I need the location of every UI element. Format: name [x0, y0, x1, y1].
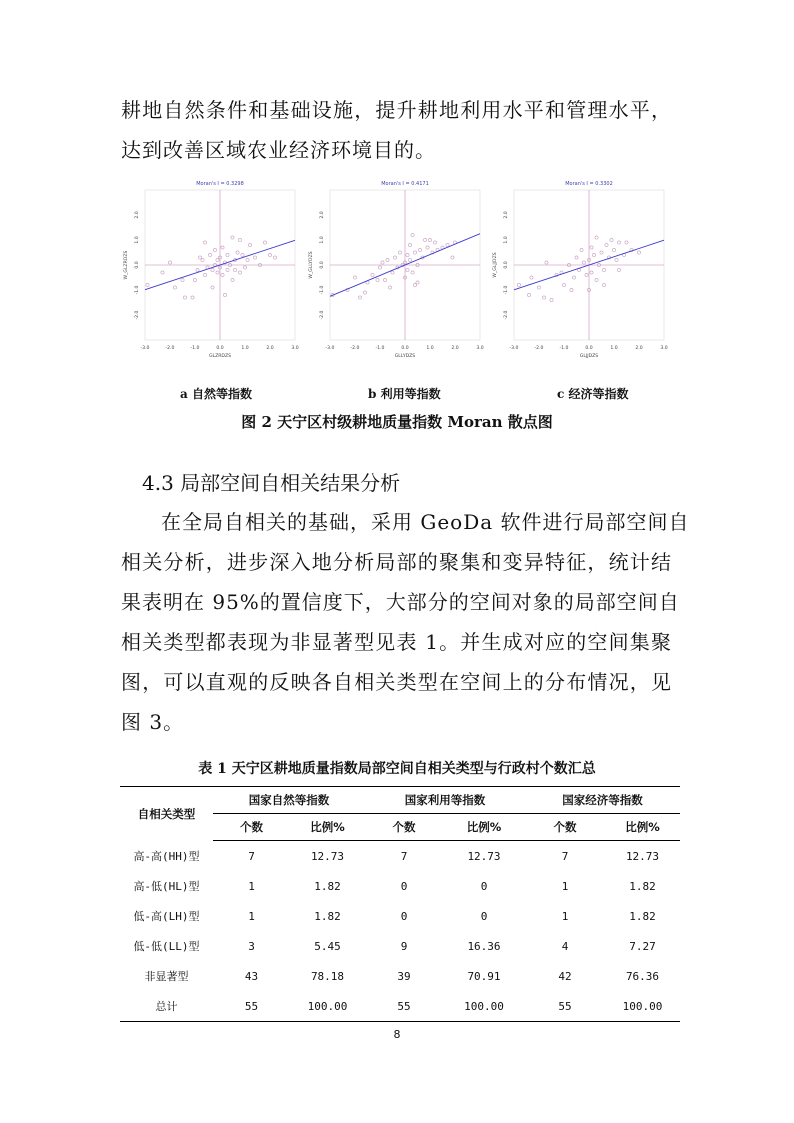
table-cell: 1 [561, 909, 569, 923]
data-point [617, 241, 620, 244]
x-tick-label: -1.0 [559, 346, 569, 351]
moran-scatter-chart-natural [118, 178, 298, 366]
data-point [517, 283, 520, 286]
data-point [378, 266, 381, 269]
x-tick-label: 3.0 [291, 346, 299, 351]
data-point [575, 256, 578, 259]
data-point [433, 241, 436, 244]
data-point [226, 268, 229, 271]
data-point [625, 241, 628, 244]
data-point [203, 241, 206, 244]
x-tick-label: -2.0 [534, 346, 544, 351]
data-point [263, 241, 266, 244]
chart-title: Moran's I = 0.3298 [196, 181, 244, 187]
data-point [600, 251, 603, 254]
section-heading: 4.3 局部空间自相关结果分析 [142, 471, 401, 495]
table-header-row [120, 787, 680, 814]
data-point [542, 296, 545, 299]
table-cell: 0 [480, 909, 488, 923]
data-point [208, 253, 211, 256]
data-point [358, 296, 361, 299]
x-tick-label: -3.0 [509, 346, 519, 351]
x-tick-label: 0.0 [401, 346, 409, 351]
table-cell: 0 [400, 879, 408, 893]
data-point [612, 248, 615, 251]
data-point [413, 251, 416, 254]
table-row [120, 961, 680, 991]
table-cell: 100.00 [443, 991, 525, 1022]
summary-table [120, 786, 680, 1022]
data-point [572, 276, 575, 279]
data-point [243, 266, 246, 269]
data-point [391, 271, 394, 274]
y-tick-label: 0.0 [504, 261, 509, 269]
data-point [423, 238, 426, 241]
data-point [203, 273, 206, 276]
table-cell: 5.45 [314, 939, 341, 953]
table-cell: 0 [400, 909, 408, 923]
data-point [146, 283, 149, 286]
table-cell: 3 [248, 939, 255, 953]
data-point [580, 248, 583, 251]
table-subheader: 比例% [443, 814, 525, 841]
x-tick-label: -1.0 [375, 346, 385, 351]
data-point [602, 283, 605, 286]
table-cell: 1.82 [314, 879, 341, 893]
table-subheader: 比例% [290, 814, 365, 841]
data-point [592, 253, 595, 256]
data-point [196, 268, 199, 271]
data-point [411, 233, 414, 236]
y-tick-label: 2.0 [135, 211, 140, 219]
table-group-header: 国家经济等指数 [525, 787, 680, 814]
table-subheader: 个数 [365, 814, 443, 841]
table-cell: 1 [561, 879, 569, 893]
data-point [590, 246, 593, 249]
data-point [376, 278, 379, 281]
data-point [386, 258, 389, 261]
x-tick-label: 3.0 [476, 346, 484, 351]
paragraph-line: 相关类型都表现为非显著型见表 1。并生成对应的空间集聚 [121, 630, 672, 654]
table-cell: 非显著型 [144, 970, 189, 983]
x-tick-label: -2.0 [350, 346, 360, 351]
y-tick-label: 1.0 [320, 236, 325, 244]
y-axis-label: W_GLJJDZS [493, 252, 498, 278]
x-axis-label: GLLYDZS [394, 354, 416, 359]
data-point [411, 271, 414, 274]
chart-title: Moran's I = 0.3302 [565, 181, 613, 187]
data-point [236, 251, 239, 254]
data-point [183, 296, 186, 299]
y-tick-label: -1.0 [135, 285, 140, 295]
data-point [173, 286, 176, 289]
data-point [211, 286, 214, 289]
table-group-header: 国家自然等指数 [213, 787, 365, 814]
table-cell: 7 [248, 849, 255, 863]
paragraph-line: 图 3。 [121, 710, 185, 734]
table-group-header: 国家利用等指数 [365, 787, 525, 814]
data-point [418, 248, 421, 251]
data-point [545, 261, 548, 264]
data-point [363, 291, 366, 294]
data-point [383, 278, 386, 281]
data-point [388, 286, 391, 289]
paragraph-line: 相关分析，进步深入地分析局部的聚集和变异特征，统计结 [121, 550, 672, 574]
data-point [527, 293, 530, 296]
table-cell: 39 [397, 969, 411, 983]
data-point [191, 296, 194, 299]
data-point [562, 283, 565, 286]
paragraph-line: 在全局自相关的基础，采用 GeoDa 软件进行局部空间自 [161, 510, 690, 534]
data-point [610, 238, 613, 241]
table-row [120, 871, 680, 901]
data-point [248, 243, 251, 246]
y-tick-label: -2.0 [504, 310, 509, 320]
table-cell: 70.91 [467, 969, 501, 983]
y-axis-label: W_GLLYDZS [309, 251, 314, 279]
table-cell: 1.82 [629, 879, 656, 893]
table-cell: 低-低(LL)型 [133, 940, 200, 953]
data-point [393, 256, 396, 259]
data-point [353, 276, 356, 279]
data-point [213, 248, 216, 251]
table-cell: 0 [480, 879, 488, 893]
table-subheader: 个数 [525, 814, 605, 841]
x-tick-label: 0.0 [216, 346, 224, 351]
panel-label-b: b 利用等指数 [368, 387, 441, 401]
data-point [223, 293, 226, 296]
data-point [408, 258, 411, 261]
body-text-line: 达到改善区域农业经济环境目的。 [121, 138, 436, 162]
data-point [413, 283, 416, 286]
data-point [406, 253, 409, 256]
y-axis-label: W_GLZRDZS [124, 250, 129, 280]
x-tick-label: -3.0 [140, 346, 150, 351]
data-point [241, 253, 244, 256]
data-point [530, 276, 533, 279]
data-point [426, 246, 429, 249]
x-tick-label: -2.0 [165, 346, 175, 351]
moran-scatter-chart-economic [487, 178, 667, 366]
data-point [446, 243, 449, 246]
table-title: 表 1 天宁区耕地质量指数局部空间自相关类型与行政村个数汇总 [198, 761, 596, 777]
table-cell: 1.82 [314, 909, 341, 923]
data-point [238, 238, 241, 241]
body-text-line: 耕地自然条件和基础设施，提升耕地利用水平和管理水平， [121, 98, 672, 122]
paragraph-line: 果表明在 95%的置信度下，大部分的空间对象的局部空间自 [121, 590, 680, 614]
data-point [231, 278, 234, 281]
table-cell: 1 [248, 879, 255, 893]
table-cell: 高-低(HL)型 [133, 880, 200, 893]
x-tick-label: 1.0 [610, 346, 618, 351]
paragraph-line: 图，可以直观的反映各自相关类型在空间上的分布情况，见 [121, 670, 672, 694]
x-tick-label: 2.0 [635, 346, 643, 351]
data-point [253, 256, 256, 259]
y-tick-label: 0.0 [135, 261, 140, 269]
y-tick-label: -1.0 [504, 285, 509, 295]
table-cell: 9 [400, 939, 408, 953]
data-point [221, 273, 224, 276]
data-point [233, 268, 236, 271]
data-point [550, 298, 553, 301]
data-point [595, 236, 598, 239]
y-tick-label: 1.0 [504, 236, 509, 244]
table-row-header: 自相关类型 [120, 787, 213, 841]
data-point [221, 246, 224, 249]
table-cell: 1 [248, 909, 255, 923]
x-tick-label: 0.0 [585, 346, 593, 351]
table-cell: 12.73 [467, 849, 501, 863]
data-point [246, 258, 249, 261]
y-tick-label: 2.0 [320, 211, 325, 219]
data-point [168, 261, 171, 264]
chart-title: Moran's I = 0.4171 [381, 181, 429, 187]
x-tick-label: 1.0 [241, 346, 249, 351]
table-cell: 42 [558, 969, 572, 983]
table-cell: 55 [525, 991, 605, 1022]
data-point [273, 256, 276, 259]
data-point [371, 273, 374, 276]
table-cell: 55 [213, 991, 290, 1022]
x-tick-label: -1.0 [190, 346, 200, 351]
data-point [451, 256, 454, 259]
table-subheader: 个数 [213, 814, 290, 841]
table-cell: 43 [244, 969, 259, 983]
table-cell: 78.18 [310, 969, 345, 983]
data-point [231, 236, 234, 239]
table-row [120, 901, 680, 931]
table-subheader: 比例% [605, 814, 680, 841]
data-point [198, 256, 201, 259]
x-tick-label: 1.0 [426, 346, 434, 351]
x-tick-label: 2.0 [451, 346, 459, 351]
figure-caption: 图 2 天宁区村级耕地质量指数 Moran 散点图 [241, 413, 553, 431]
table-cell: 76.36 [625, 969, 660, 983]
data-point [161, 271, 164, 274]
moran-scatter-chart-utilization [303, 178, 483, 366]
data-point [268, 253, 271, 256]
table-cell: 高-高(HH)型 [133, 849, 200, 863]
data-point [406, 268, 409, 271]
data-point [181, 278, 184, 281]
y-tick-label: 0.0 [320, 261, 325, 269]
table-cell: 7 [400, 849, 408, 863]
data-point [238, 271, 241, 274]
table-cell: 4 [561, 939, 569, 953]
data-point [617, 268, 620, 271]
data-point [381, 261, 384, 264]
data-point [637, 251, 640, 254]
panel-label-c: c 经济等指数 [557, 387, 629, 401]
table-cell: 12.73 [625, 849, 660, 863]
table-cell: 7.27 [629, 939, 656, 953]
table-cell: 7 [561, 849, 569, 863]
table-cell: 100.00 [605, 991, 680, 1022]
panel-label-a: a 自然等指数 [180, 387, 252, 401]
data-point [615, 258, 618, 261]
y-tick-label: -2.0 [135, 310, 140, 320]
table-cell: 低-高(LH)型 [133, 910, 200, 923]
data-point [408, 243, 411, 246]
data-point [216, 271, 219, 274]
data-point [428, 238, 431, 241]
data-point [226, 253, 229, 256]
x-tick-label: -3.0 [325, 346, 335, 351]
table-row [120, 931, 680, 961]
data-point [585, 273, 588, 276]
data-point [537, 286, 540, 289]
data-point [595, 278, 598, 281]
data-point [211, 268, 214, 271]
y-tick-label: -1.0 [320, 285, 325, 295]
data-point [216, 258, 219, 261]
data-point [416, 281, 419, 284]
y-tick-label: 2.0 [504, 211, 509, 219]
x-tick-label: 3.0 [660, 346, 668, 351]
table-cell: 16.36 [467, 939, 501, 953]
y-tick-label: 1.0 [135, 236, 140, 244]
x-tick-label: 2.0 [266, 346, 274, 351]
table-cell: 12.73 [310, 849, 345, 863]
table-cell: 1.82 [629, 909, 656, 923]
data-point [193, 278, 196, 281]
data-point [201, 258, 204, 261]
table-cell: 100.00 [290, 991, 365, 1022]
table-row [120, 991, 680, 1022]
table-cell: 55 [365, 991, 443, 1022]
table-row [120, 841, 680, 872]
data-point [570, 288, 573, 291]
data-point [602, 268, 605, 271]
page-number: 8 [393, 1028, 401, 1041]
data-point [605, 243, 608, 246]
table-cell: 总计 [120, 991, 213, 1022]
x-axis-label: GLZRDZS [208, 354, 232, 359]
y-tick-label: -2.0 [320, 310, 325, 320]
data-point [398, 251, 401, 254]
data-point [590, 271, 593, 274]
x-axis-label: GLJJDZS [579, 354, 599, 359]
data-point [582, 261, 585, 264]
